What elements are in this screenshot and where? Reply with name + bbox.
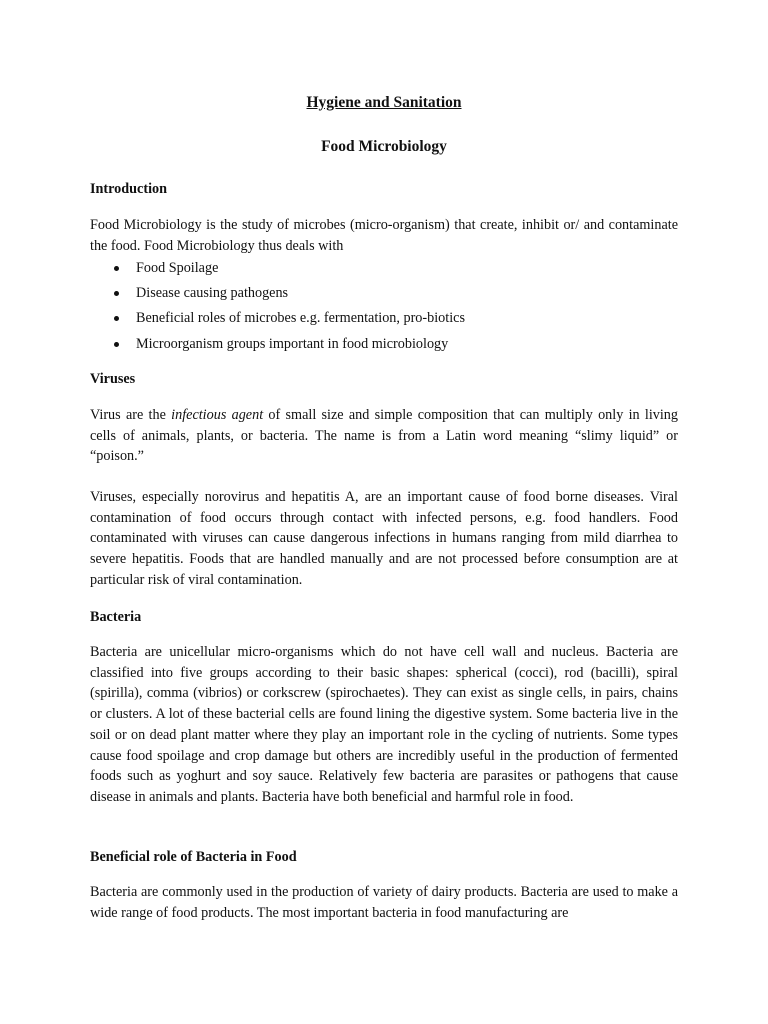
section-heading-introduction: Introduction (90, 181, 167, 197)
bullet-icon (114, 316, 119, 321)
document-title: Hygiene and Sanitation (306, 94, 462, 111)
section-heading-viruses: Viruses (90, 371, 136, 387)
viruses-paragraph-2: Viruses, especially norovirus and hepatitis A, are an important cause of food borne diseases. Viral contamination of food occurs through contact with infected persons, e.g. food handlers. Food contaminated with viruses can cause dangerous infections in humans ranging from mild diarrhea to severe hepatitis. Foods that are handled manually and are not processed before consumption are at particular risk of viral contamination. (90, 489, 678, 588)
bullet-icon (114, 266, 119, 271)
bacteria-paragraph: Bacteria are unicellular micro-organisms which do not have cell wall and nucleus. Bacteria are classified into five groups according to their basic shapes: spherical (cocci), rod (bacilli), spiral (spirilla), comma (vibrios) or corkscrew (spirochaetes). They can exist as single cells, in pairs, chains or clusters. A lot of these bacterial cells are found lining the digestive system. Some bacteria live in the soil or on dead plant matter where they play an important role in the cycling of nutrients. Some types cause food spoilage and crop damage but others are incredibly useful in the production of fermented foods such as yoghurt and soy sauce. Relatively few bacteria are parasites or pathogens that cause disease in animals and plants. Bacteria have both beneficial and harmful role in food. (90, 644, 678, 805)
list-item: Disease causing pathogens (90, 283, 678, 308)
introduction-paragraph: Food Microbiology is the study of microbes (micro-organism) that create, inhibit or/ and contaminate the food. Food Microbiology thus deals with (90, 217, 678, 254)
introduction-bullet-list (90, 258, 678, 359)
italic-term: infectious agent (171, 407, 264, 423)
viruses-paragraph-1: Virus are the infectious agent of small size and simple composition that can multiply only in living cells of animals, plants, or bacteria. The name is from a Latin word meaning “slimy liquid” or “poison.” (90, 407, 678, 465)
bullet-icon (114, 291, 119, 296)
section-heading-beneficial-bacteria: Beneficial role of Bacteria in Food (90, 849, 297, 865)
document-subtitle: Food Microbiology (321, 138, 447, 155)
list-item: Microorganism groups important in food microbiology (90, 334, 678, 359)
list-item: Food Spoilage (90, 258, 678, 283)
section-heading-bacteria: Bacteria (90, 609, 142, 625)
bullet-icon (114, 342, 119, 347)
list-item: Beneficial roles of microbes e.g. fermentation, pro-biotics (90, 308, 678, 333)
beneficial-bacteria-paragraph: Bacteria are commonly used in the production of variety of dairy products. Bacteria are used to make a wide range of food products. The most important bacteria in food manufacturing are (90, 884, 678, 921)
